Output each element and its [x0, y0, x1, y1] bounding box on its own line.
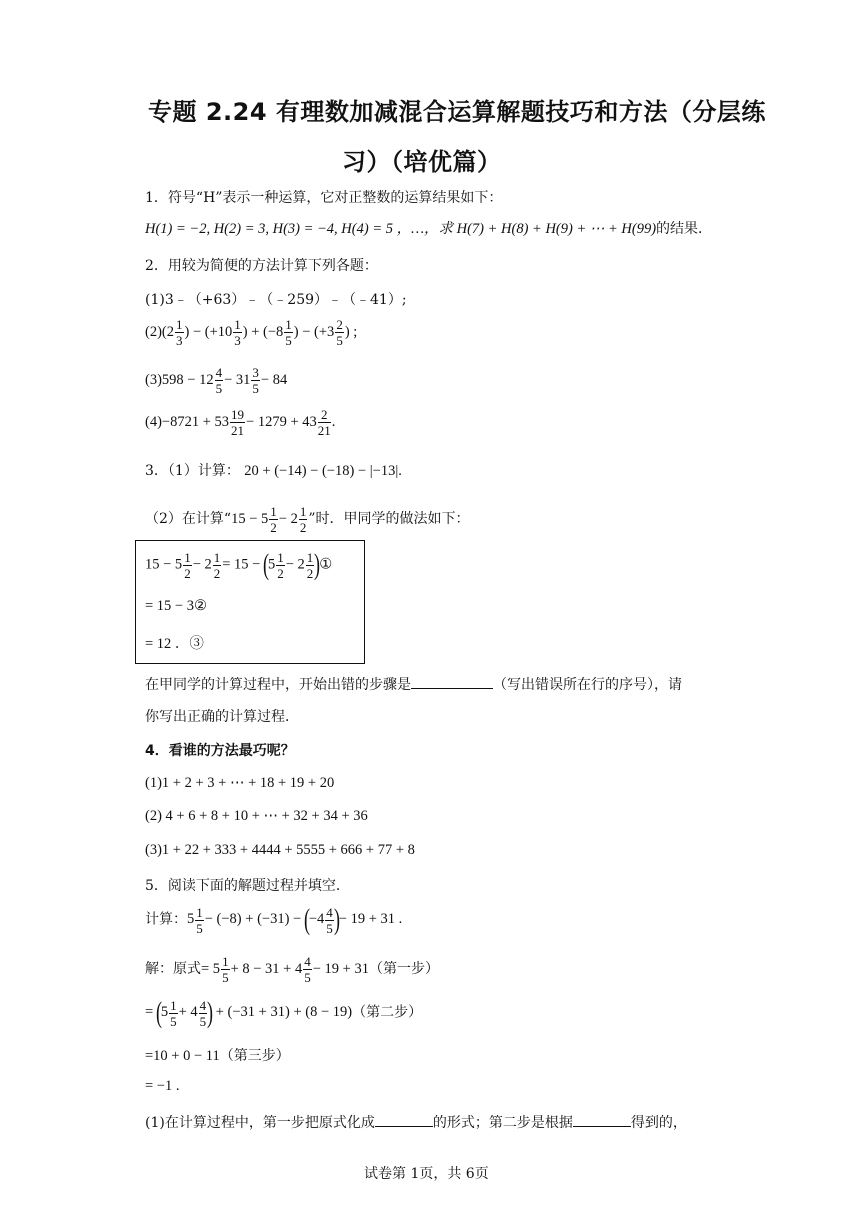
- q5-calc: 计算：5 $\frac{1}{5}$ − (−8) + (−31) − (−4 $\frac{4}{5}$ )− 19 + 31 .: [145, 903, 403, 936]
- q5-step1: 解：原式= 5 $\frac{1}{5}$ + 8 − 31 + 4 $\frac{4}{5}$ − 19 + 31（第一步）: [145, 954, 439, 985]
- q2-part4: (4)−8721 + 53 $\frac{19}{21}$ − 1279 + 43 $\frac{2}{21}$ .: [145, 407, 336, 438]
- q2-text: 2．用较为简便的方法计算下列各题：: [145, 258, 378, 274]
- blank-2[interactable]: [573, 1112, 631, 1127]
- q4-part2: (2) 4 + 6 + 8 + 10 + ⋯ + 32 + 34 + 36: [145, 808, 368, 824]
- q5-sub1: (1)在计算过程中，第一步把原式化成 的形式；第二步是根据 得到的，: [145, 1112, 687, 1132]
- page-title-line1: 专题 2.24 有理数加减混合运算解题技巧和方法（分层练: [148, 98, 766, 126]
- q5-step4: = −1 .: [145, 1078, 180, 1094]
- q3-after2: 你写出正确的计算过程．: [145, 709, 299, 725]
- q2-part1: (1)3﹣（+63）﹣（﹣259）﹣（﹣41）;: [145, 292, 407, 308]
- q3-after1: 在甲同学的计算过程中，开始出错的步骤是 （写出错误所在行的序号），请: [145, 674, 682, 694]
- q5-step2: = (5 $\frac{1}{5}$ + 4 $\frac{4}{5}$ ) + (−31 + 31) + (8 − 19)（第二步）: [145, 996, 423, 1029]
- q1-text: 1．符号“H”表示一种运算，它对正整数的运算结果如下：: [145, 190, 503, 206]
- page-title-line2: 习）（培优篇）: [342, 148, 502, 176]
- box-line3: = 12 ．③: [145, 636, 204, 652]
- q4-title: 4．看谁的方法最巧呢？: [145, 743, 295, 759]
- q2-part2: (2)(2 $\frac{1}{3}$ ) − (+10 $\frac{1}{3}$ ) + (−8 $\frac{1}{5}$ ) − (+3 $\frac{2}{5}$ ) ;: [145, 317, 358, 348]
- q4-part1: (1)1 + 2 + 3 + ⋯ + 18 + 19 + 20: [145, 775, 335, 791]
- box-line2: = 15 − 3②: [145, 598, 207, 614]
- blank-1[interactable]: [375, 1112, 433, 1127]
- q3-part1: 3．（1）计算： 20 + (−14) − (−18) − |−13|.: [145, 463, 402, 479]
- q2-part3: (3)598 − 12 $\frac{4}{5}$ − 31 $\frac{3}{5}$ − 84: [145, 365, 288, 396]
- q3-part2: （2）在计算“15 − 5 $\frac{1}{2}$ − 2 $\frac{1}{2}$ ”时．甲同学的做法如下：: [145, 504, 470, 535]
- box-line1: 15 − 5 $\frac{1}{2}$ − 2 $\frac{1}{2}$ = 15 − (5 $\frac{1}{2}$ − 2 $\frac{1}{2}$ )①: [145, 548, 333, 581]
- page-footer: 试卷第 1页，共 6页: [364, 1166, 489, 1182]
- q5-step3: =10 + 0 − 11（第三步）: [145, 1048, 290, 1064]
- q4-part3: (3)1 + 22 + 333 + 4444 + 5555 + 666 + 77 + 8: [145, 842, 415, 858]
- q5-title: 5．阅读下面的解题过程并填空．: [145, 878, 350, 894]
- q1-expression: H(1) = −2, H(2) = 3, H(3) = −4, H(4) = 5 ，…，求 H(7) + H(8) + H(9) + ⋯ + H(99)的结果．: [145, 221, 713, 237]
- answer-blank[interactable]: [411, 674, 493, 689]
